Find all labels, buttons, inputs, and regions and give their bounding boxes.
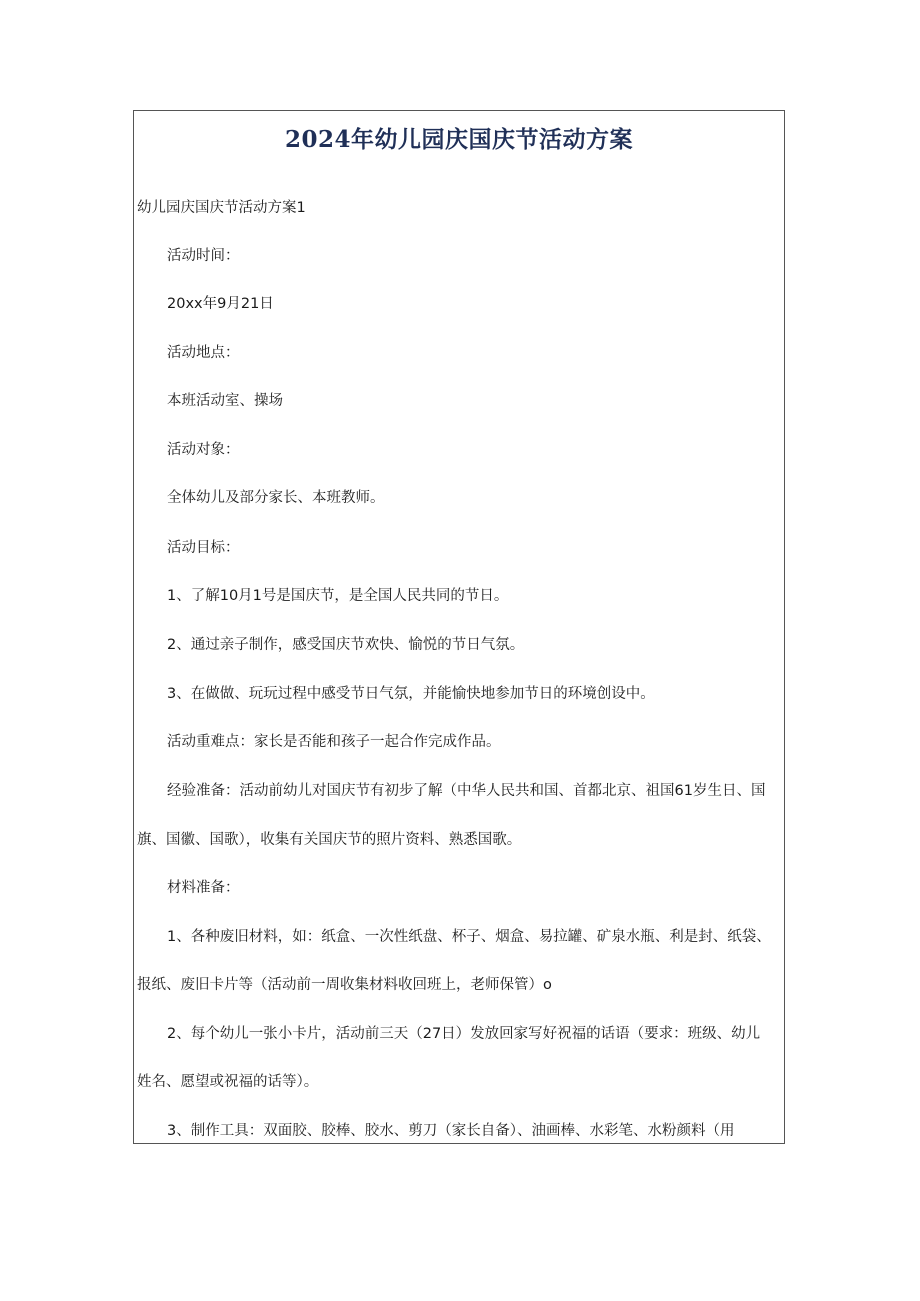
paragraph-line: 旗、国徽、国歌），收集有关国庆节的照片资料、熟悉国歌。 — [137, 832, 522, 848]
document-title: 2024年幼儿园庆国庆节活动方案 — [284, 126, 633, 153]
paragraph-line: 1、了解10月1号是国庆节，是全国人民共同的节日。 — [167, 588, 509, 604]
paragraph-line: 活动对象： — [167, 442, 240, 458]
paragraph-line: 3、在做做、玩玩过程中感受节日气氛，并能愉快地参加节日的环境创设中。 — [167, 686, 655, 702]
paragraph-line: 全体幼儿及部分家长、本班教师。 — [167, 490, 385, 506]
paragraph-line: 经验准备：活动前幼儿对国庆节有初步了解（中华人民共和国、首都北京、祖国61岁生日、国 — [167, 783, 766, 799]
paragraph-line: 活动时间： — [167, 248, 240, 264]
paragraph-line: 活动目标： — [167, 540, 240, 556]
document-page — [133, 110, 785, 1144]
paragraph-line: 活动地点： — [167, 345, 240, 361]
paragraph-line: 活动重难点：家长是否能和孩子一起合作完成作品。 — [167, 734, 501, 750]
paragraph-line: 1、各种废旧材料，如：纸盒、一次性纸盘、杯子、烟盒、易拉罐、矿泉水瓶、利是封、纸袋、 — [167, 929, 771, 945]
paragraph-line: 姓名、愿望或祝福的话等）。 — [137, 1074, 319, 1090]
paragraph-line: 2、每个幼儿一张小卡片，活动前三天（27日）发放回家写好祝福的话语（要求：班级、幼儿 — [167, 1026, 761, 1042]
paragraph-line: 2、通过亲子制作，感受国庆节欢快、愉悦的节日气氛。 — [167, 637, 525, 653]
paragraph-line: 3、制作工具：双面胶、胶棒、胶水、剪刀（家长自备）、油画棒、水彩笔、水粉颜料（用 — [167, 1123, 735, 1139]
paragraph-line: 材料准备： — [167, 880, 240, 896]
section-heading: 幼儿园庆国庆节活动方案1 — [137, 200, 306, 216]
paragraph-line: 本班活动室、操场 — [167, 393, 283, 409]
paragraph-line: 报纸、废旧卡片等（活动前一周收集材料收回班上，老师保管）o — [137, 977, 552, 993]
paragraph-line: 20xx年9月21日 — [167, 296, 274, 312]
